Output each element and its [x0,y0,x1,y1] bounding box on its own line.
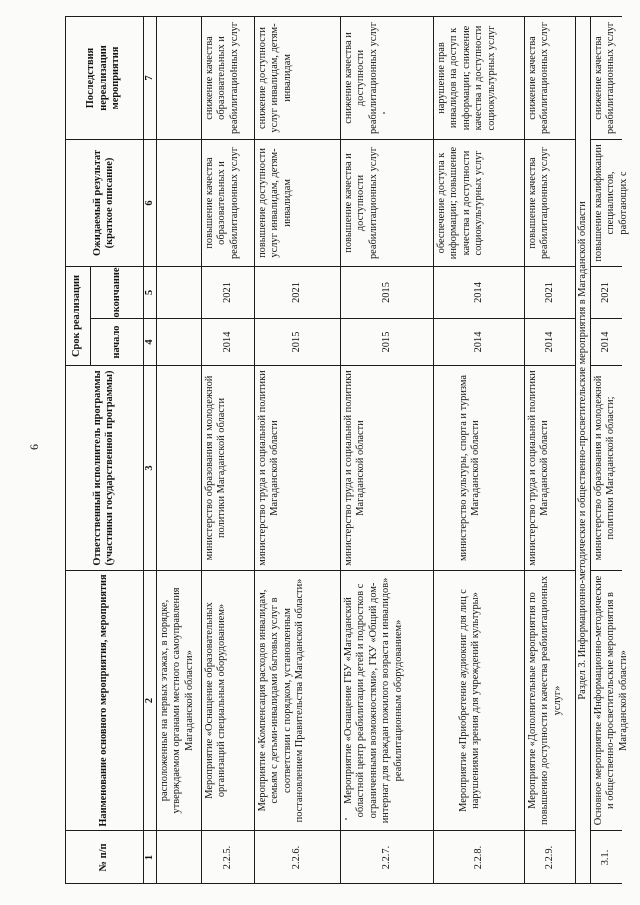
table-cell [157,266,202,318]
row-number: 2.2.6. [255,830,341,884]
header-end: окончание [91,266,144,318]
col-number: 5 [144,266,157,318]
row-consequences: снижение качества образовательных и реабилитационных услуг [202,16,255,139]
row-start: 2014 [525,318,576,365]
row-name: Мероприятие «Компенсация расходов инвалидам, семьям с детьми-инвалидами бытовых услуг в соответствии с порядком, установленным постановлением Правительства Магаданской области» [255,570,341,830]
row-expected: повышение доступности услуг инвалидам, детям-инвалидам [255,139,341,266]
row-start: 2015 [341,318,434,365]
row-number: 2.2.7. [341,830,434,884]
header-term: Срок реализации [65,266,91,365]
row-end: 2021 [525,266,576,318]
row-number: 2.2.8. [434,830,525,884]
row-consequences: нарушение прав инвалидов на доступ к информации; снижение качества и доступности социокультурных услуг [434,16,525,139]
row-start: 2014 [591,318,622,365]
header-name: Наименование основного мероприятия, мероприятия [65,570,144,830]
row-end: 2021 [202,266,255,318]
row-number: 3.1. [591,830,622,884]
row-expected: повышение квалификации специалистов, работающих с [591,139,622,266]
row-name: Мероприятие «Приобретение аудиокниг для лиц с нарушениями зрения для учреждений культуры» [434,570,525,830]
table-cell [157,139,202,266]
col-number: 4 [144,318,157,365]
table-cell [157,318,202,365]
header-start: начало [91,318,144,365]
col-number: 1 [144,830,157,884]
header-expected: Ожидаемый результат (краткое описание) [65,139,144,266]
row-name: Основное мероприятие «Информационно-методические и общественно-просветительские мероприятия в Магаданской области» [591,570,622,830]
row-start: 2015 [255,318,341,365]
table-cell [157,830,202,884]
row-executor: министерство образования и молодежной политики Магаданской области; [591,365,622,570]
row-executor: министерство образования и молодежной политики Магаданской области [202,365,255,570]
row-start: 2014 [434,318,525,365]
col-number: 7 [144,16,157,139]
row-executor: министерство труда и социальной политики Магаданской области [525,365,576,570]
row-name: Мероприятие «Дополнительные мероприятия по повышению доступности и качества реабилитационных услуг» [525,570,576,830]
row-expected: обеспечение доступа к информации; повышение качества и доступности социокультурных услуг [434,139,525,266]
col-number: 3 [144,365,157,570]
row-expected: повышение качества и доступности реабилитационных услуг [341,139,434,266]
row-executor: министерство культуры, спорта и туризма Магаданской области [434,365,525,570]
row-consequences: снижение качества реабилитационных услуг [591,16,622,139]
row-executor: министерство труда и социальной политики Магаданской области [341,365,434,570]
row-number: 2.2.5. [202,830,255,884]
row-start: 2014 [202,318,255,365]
row-expected: повышение качества образовательных и реабилитационных услуг [202,139,255,266]
table-cell [157,365,202,570]
col-number: 2 [144,570,157,830]
events-table [65,16,629,884]
table-cell [157,16,202,139]
row-consequences: снижение качества и доступности реабилитационных услуг [341,16,434,139]
row-name: Мероприятие «Оснащение образовательных организаций специальным оборудованием» [202,570,255,830]
page-number: 6 [27,444,41,450]
continuation-name: расположенные на первых этажах, в порядке, утверждаемом органами местного самоуправления Магаданской области» [157,570,202,830]
header-no: № п/п [65,830,144,884]
row-expected: повышение качества реабилитационных услуг [525,139,576,266]
row-executor: министерство труда и социальной политики Магаданской области [255,365,341,570]
row-end: 2021 [591,266,622,318]
row-end: 2015 [341,266,434,318]
row-consequences: снижение качества реабилитационных услуг [525,16,576,139]
row-number: 2.2.9. [525,830,576,884]
col-number: 6 [144,139,157,266]
header-executor: Ответственный исполнитель программы (участники государственной программы) [65,365,144,570]
row-end: 2021 [255,266,341,318]
header-consequences: Последствия нереализации мероприятия [65,16,144,139]
row-consequences: снижение доступности услуг инвалидам, детям-инвалидам [255,16,341,139]
row-end: 2014 [434,266,525,318]
section-title: Раздел 3. Информационно-методические и общественно-просветительские мероприятия в Магаданской области [576,16,591,884]
row-name: Мероприятие «Оснащение ГБУ «Магаданский областной центр реабилитации детей и подростков с ограниченными возможностями», ГКУ «Общий дом-интернат для граждан пожилого возраста и инвалидов» реабилитационным оборудованием» [341,570,434,830]
